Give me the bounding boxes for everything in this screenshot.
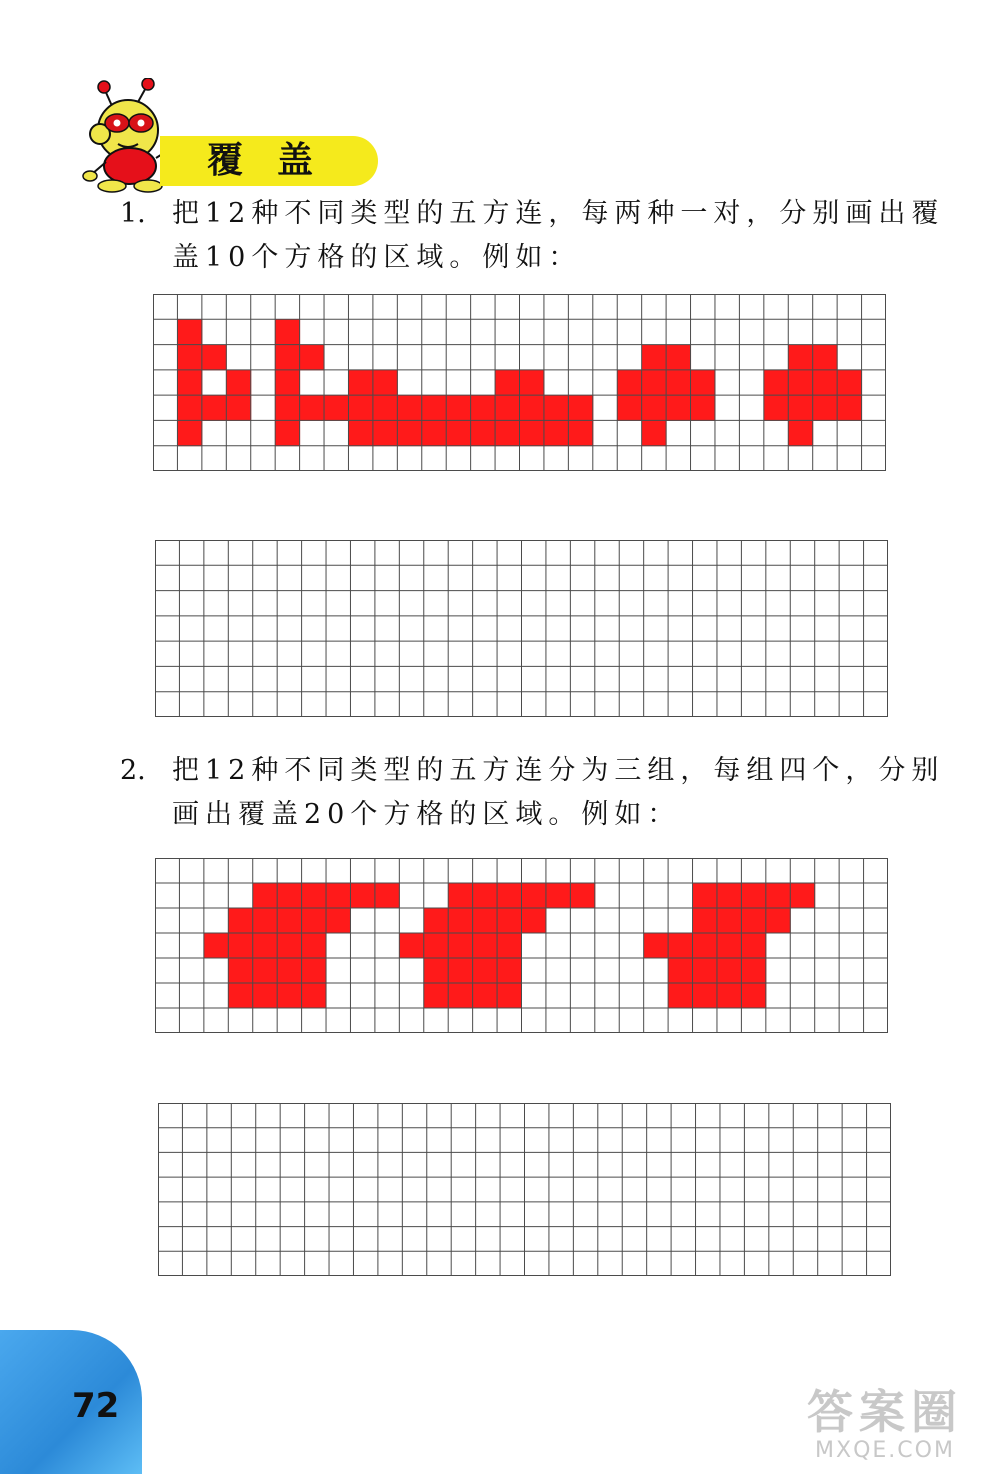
filled-cell	[520, 370, 545, 396]
filled-cell	[326, 883, 351, 909]
filled-cell	[522, 883, 547, 909]
filled-cell	[324, 395, 349, 421]
filled-cell	[373, 370, 398, 396]
filled-cell	[275, 420, 300, 446]
filled-cell	[446, 420, 471, 446]
filled-cell	[788, 370, 813, 396]
filled-cell	[373, 395, 398, 421]
filled-cell	[253, 883, 278, 909]
filled-cell	[177, 420, 202, 446]
watermark-main: 答案圈	[807, 1385, 963, 1439]
filled-cell	[544, 395, 569, 421]
filled-cell	[644, 933, 669, 959]
filled-cell	[326, 908, 351, 934]
filled-cell	[520, 420, 545, 446]
filled-cell	[424, 983, 449, 1009]
filled-cell	[497, 883, 522, 909]
filled-cell	[497, 983, 522, 1009]
filled-cell	[495, 395, 520, 421]
filled-cell	[375, 883, 400, 909]
question-1-number: 1.	[120, 198, 146, 229]
filled-cell	[717, 983, 742, 1009]
filled-cell	[473, 933, 498, 959]
watermark-sub: MXQE.COM	[815, 1438, 955, 1463]
filled-cell	[546, 883, 571, 909]
filled-cell	[253, 958, 278, 984]
filled-cell	[228, 908, 253, 934]
filled-cell	[788, 420, 813, 446]
filled-cell	[277, 933, 302, 959]
filled-cell	[813, 395, 838, 421]
filled-cell	[717, 958, 742, 984]
filled-cell	[617, 395, 642, 421]
filled-cell	[568, 395, 593, 421]
filled-cell	[520, 395, 545, 421]
filled-cell	[473, 958, 498, 984]
filled-cell	[275, 319, 300, 345]
filled-cell	[226, 370, 251, 396]
filled-cell	[764, 370, 789, 396]
filled-cell	[275, 370, 300, 396]
watermark-logo	[780, 1386, 990, 1468]
filled-cell	[300, 345, 325, 371]
filled-cell	[424, 908, 449, 934]
filled-cell	[177, 319, 202, 345]
filled-cell	[277, 883, 302, 909]
filled-cell	[495, 420, 520, 446]
filled-cell	[813, 370, 838, 396]
filled-cell	[228, 933, 253, 959]
filled-cell	[422, 420, 447, 446]
filled-cell	[202, 345, 227, 371]
filled-cell	[691, 395, 716, 421]
filled-cell	[397, 420, 422, 446]
question-2-number: 2.	[120, 755, 146, 786]
filled-cell	[226, 395, 251, 421]
filled-cell	[399, 933, 424, 959]
filled-cell	[397, 395, 422, 421]
filled-cell	[302, 933, 327, 959]
filled-cell	[348, 420, 373, 446]
filled-cell	[717, 933, 742, 959]
filled-cell	[741, 883, 766, 909]
filled-cell	[668, 983, 693, 1009]
filled-cell	[275, 345, 300, 371]
filled-cell	[741, 958, 766, 984]
filled-cell	[717, 883, 742, 909]
filled-cell	[691, 370, 716, 396]
filled-cell	[302, 958, 327, 984]
filled-cell	[277, 958, 302, 984]
question-1-line-2: 盖10个方格的区域。例如：	[172, 242, 582, 273]
filled-cell	[497, 958, 522, 984]
filled-cell	[788, 345, 813, 371]
filled-cell	[617, 370, 642, 396]
filled-cell	[177, 370, 202, 396]
filled-cell	[790, 883, 815, 909]
filled-cell	[497, 933, 522, 959]
example-grid-2	[155, 858, 888, 1033]
filled-cell	[693, 933, 718, 959]
filled-cell	[666, 345, 691, 371]
filled-cell	[766, 883, 791, 909]
question-1-line-1: 把12种不同类型的五方连，每两种一对，分别画出覆	[172, 198, 945, 229]
filled-cell	[422, 395, 447, 421]
question-2-line-2: 画出覆盖20个方格的区域。例如：	[172, 799, 681, 830]
filled-cell	[570, 883, 595, 909]
filled-cell	[693, 908, 718, 934]
filled-cell	[373, 420, 398, 446]
filled-cell	[302, 883, 327, 909]
answer-grid-1[interactable]	[155, 540, 888, 717]
filled-cell	[253, 983, 278, 1009]
filled-cell	[302, 983, 327, 1009]
filled-cell	[668, 958, 693, 984]
filled-cell	[228, 983, 253, 1009]
filled-cell	[471, 395, 496, 421]
filled-cell	[300, 395, 325, 421]
filled-cell	[668, 933, 693, 959]
filled-cell	[741, 983, 766, 1009]
filled-cell	[764, 395, 789, 421]
filled-cell	[348, 395, 373, 421]
filled-cell	[642, 345, 667, 371]
filled-cell	[277, 983, 302, 1009]
filled-cell	[693, 983, 718, 1009]
filled-cell	[302, 908, 327, 934]
filled-cell	[275, 395, 300, 421]
filled-cell	[788, 395, 813, 421]
filled-cell	[741, 933, 766, 959]
question-2-line-1: 把12种不同类型的五方连分为三组，每组四个，分别	[172, 755, 945, 786]
filled-cell	[473, 883, 498, 909]
filled-cell	[202, 395, 227, 421]
filled-cell	[837, 395, 862, 421]
filled-cell	[424, 933, 449, 959]
filled-cell	[766, 908, 791, 934]
filled-cell	[350, 883, 375, 909]
page-number: 72	[72, 1386, 120, 1426]
example-grid-1	[153, 294, 886, 471]
filled-cell	[642, 395, 667, 421]
filled-cell	[642, 370, 667, 396]
filled-cell	[717, 908, 742, 934]
filled-cell	[666, 395, 691, 421]
filled-cell	[497, 908, 522, 934]
filled-cell	[204, 933, 229, 959]
filled-cell	[448, 908, 473, 934]
filled-cell	[424, 958, 449, 984]
filled-cell	[693, 883, 718, 909]
filled-cell	[253, 933, 278, 959]
filled-cell	[277, 908, 302, 934]
filled-cell	[177, 395, 202, 421]
filled-cell	[348, 370, 373, 396]
section-title: 覆盖	[207, 140, 348, 181]
filled-cell	[473, 983, 498, 1009]
filled-cell	[568, 420, 593, 446]
filled-cell	[544, 420, 569, 446]
filled-cell	[741, 908, 766, 934]
filled-cell	[495, 370, 520, 396]
filled-cell	[473, 908, 498, 934]
filled-cell	[471, 420, 496, 446]
filled-cell	[813, 345, 838, 371]
filled-cell	[448, 958, 473, 984]
filled-cell	[448, 983, 473, 1009]
filled-cell	[666, 370, 691, 396]
filled-cell	[448, 933, 473, 959]
filled-cell	[837, 370, 862, 396]
filled-cell	[448, 883, 473, 909]
filled-cell	[228, 958, 253, 984]
filled-cell	[253, 908, 278, 934]
filled-cell	[177, 345, 202, 371]
filled-cell	[693, 958, 718, 984]
filled-cell	[446, 395, 471, 421]
filled-cell	[642, 420, 667, 446]
answer-grid-2[interactable]	[158, 1103, 891, 1276]
filled-cell	[522, 908, 547, 934]
